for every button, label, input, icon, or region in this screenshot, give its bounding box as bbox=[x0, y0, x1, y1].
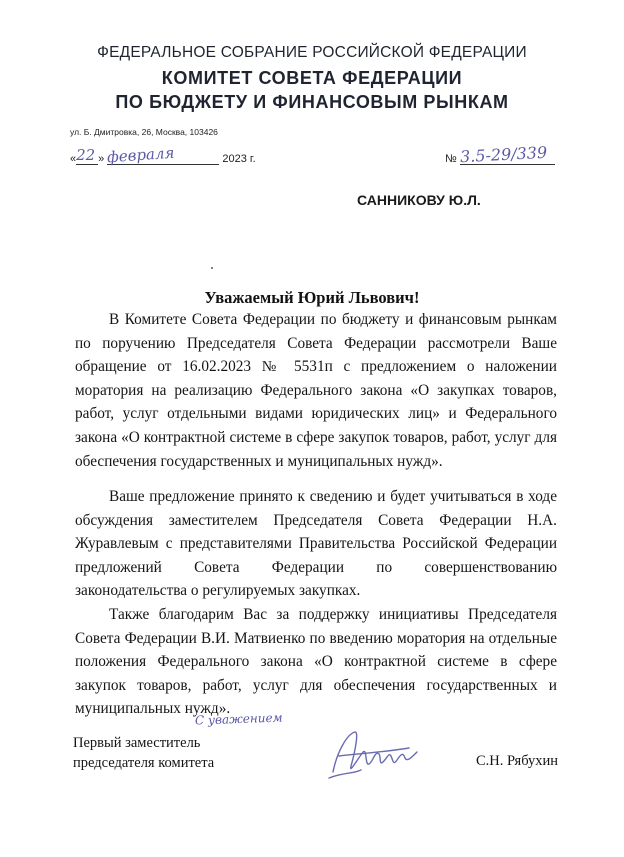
signer-position-line1: Первый заместитель bbox=[73, 735, 201, 751]
date-quote-open: « bbox=[70, 153, 77, 165]
registration-date bbox=[70, 143, 256, 167]
organization-name: ФЕДЕРАЛЬНОЕ СОБРАНИЕ РОССИЙСКОЙ ФЕДЕРАЦИИ bbox=[97, 44, 527, 61]
body-paragraph-1: В Комитете Совета Федерации по бюджету и финансовым рынкам по поручению Председателя Совета Федерации рассмотрели Ваше обращение от 16.02.2023 № 5531п с предложением о наложении моратория на реализацию Федерального закона «О закупках товаров, работ, услуг отдельными видами юридических лиц» и Федерального закона «О контрактной системе в сфере закупок товаров, работ, услуг для обеспечения государственных и муниципальных нужд». bbox=[75, 311, 557, 470]
committee-name-line2: ПО БЮДЖЕТУ И ФИНАНСОВЫМ РЫНКАМ bbox=[115, 92, 509, 112]
date-quote-close: » bbox=[98, 153, 105, 165]
registration-number bbox=[445, 142, 555, 167]
number-handwritten: 3.5-29/339 bbox=[459, 142, 548, 167]
signer-position-line2: председателя комитета bbox=[73, 755, 215, 771]
signer-name: С.Н. Рябухин bbox=[476, 753, 559, 769]
body-paragraph-2: Ваше предложение принято к сведению и будет учитываться в ходе обсуждения заместителем Председателя Совета Федерации Н.А. Журавлевым с представителями Правительства Российской Федерации предложений Совета Федерации по совершенствованию законодательства о регулируемых закупках. bbox=[75, 488, 557, 600]
number-prefix: № bbox=[445, 153, 457, 165]
signer-position bbox=[73, 733, 214, 773]
scan-dot bbox=[211, 267, 213, 269]
date-day-handwritten: 22 bbox=[76, 146, 96, 164]
date-month-field bbox=[106, 143, 219, 167]
signature-icon bbox=[325, 722, 435, 782]
salutation: Уважаемый Юрий Львович! bbox=[204, 288, 420, 307]
handwritten-greeting: С уважением bbox=[194, 710, 283, 728]
date-month-handwritten: февраля bbox=[106, 143, 176, 167]
date-day-field bbox=[76, 148, 98, 165]
addressee: САННИКОВУ Ю.Л. bbox=[357, 192, 481, 208]
letterhead-address: ул. Б. Дмитровка, 26, Москва, 103426 bbox=[70, 127, 218, 137]
body-paragraph-3: Также благодарим Вас за поддержку инициативы Председателя Совета Федерации В.И. Матвиенко по введению моратория на отдельные положения Федерального закона «О контрактной системе в сфере закупок товаров, работ, услуг для обеспечения государственных и муниципальных нужд». bbox=[75, 606, 557, 718]
number-field bbox=[459, 142, 555, 167]
date-year: 2023 г. bbox=[222, 153, 256, 165]
committee-name-line1: КОМИТЕТ СОВЕТА ФЕДЕРАЦИИ bbox=[161, 68, 463, 88]
